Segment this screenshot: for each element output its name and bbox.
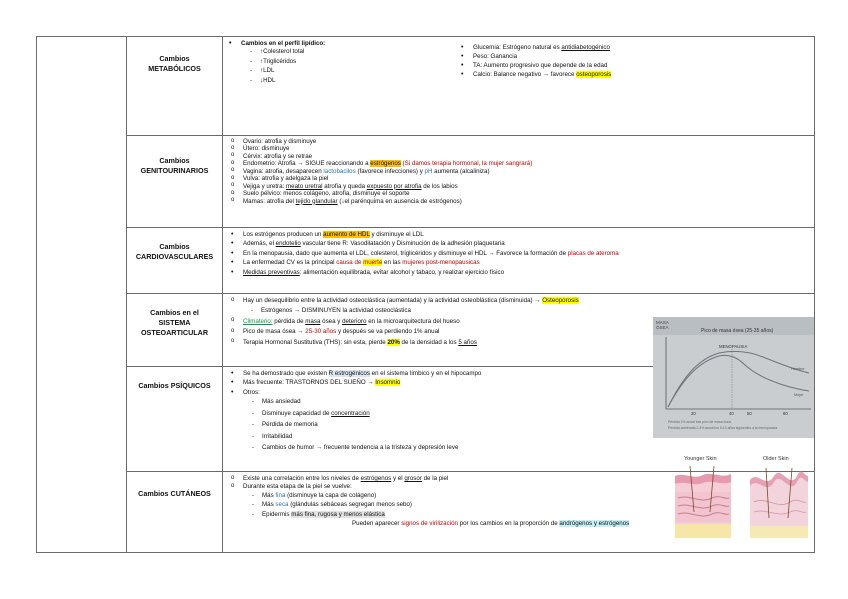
text: 25-30 años bbox=[305, 328, 337, 336]
list-item: o Suelo pélvico: menos colágeno, atrofia, disminuye el soporte bbox=[243, 190, 814, 197]
text: (glándulas sebáceas segregan menos sebo) bbox=[288, 501, 412, 509]
list-item: o Durante esta etapa de la piel se vuelve: bbox=[243, 483, 814, 490]
row-label-osteoarticular bbox=[127, 294, 223, 367]
text: estrógenos bbox=[370, 160, 401, 168]
text: Los estrógenos producen un bbox=[243, 231, 324, 238]
row-label-cutaneos bbox=[127, 472, 223, 553]
text: mujeres post-menopausicas bbox=[402, 259, 480, 267]
list-item: • Otros: bbox=[243, 389, 814, 396]
text: expuesto por atrofia bbox=[366, 182, 422, 190]
list-item bbox=[243, 198, 814, 205]
text: 5 años bbox=[458, 338, 477, 346]
tick-label: 40 bbox=[729, 411, 734, 416]
label-line: METABÓLICOS bbox=[148, 64, 201, 73]
text: Más frecuente: TRASTORNOS DEL SUEÑO → bbox=[243, 379, 376, 387]
label-line: Cambios PSÍQUICOS bbox=[138, 381, 211, 390]
skin-comparison-svg bbox=[670, 452, 812, 540]
text: Terapia Hormonal Sustitutiva (THS): sin esta, pierde bbox=[243, 338, 388, 346]
text: deterioro bbox=[342, 317, 367, 325]
text: estrógenos bbox=[360, 475, 392, 482]
skin-comparison-image bbox=[670, 452, 812, 540]
text: muerte bbox=[363, 259, 383, 267]
text: atrofia y queda bbox=[322, 182, 367, 190]
axis-label-2: ÓSEA bbox=[656, 325, 669, 330]
chart-note: Pérdida 1% anual tras pico de masa ósea. bbox=[668, 420, 732, 424]
list-item bbox=[243, 168, 814, 175]
text: : alimentación equilibrada, evitar alcohol y tabaco, y realizar ejercicio físico bbox=[299, 268, 505, 276]
series-mujer: Mujer bbox=[794, 393, 804, 397]
text: concentración bbox=[331, 409, 370, 417]
label-line: OSTEOARTICULAR bbox=[140, 328, 209, 337]
list-item bbox=[243, 297, 814, 304]
text: grosor bbox=[404, 475, 422, 482]
sub-item: - Pérdida de memoria bbox=[262, 421, 814, 428]
sub-item: - Cambios de humor → frecuente tendencia a la tristeza y depresión leve bbox=[262, 444, 814, 451]
peso-item: • Peso: Ganancia bbox=[473, 53, 611, 60]
text: tejido glandular bbox=[295, 197, 338, 205]
text: Pueden aparecer bbox=[352, 520, 402, 528]
text: vascular tiene R: Vasodilatación y Disminución de la adhesión plaquetaria bbox=[300, 240, 505, 248]
text: aumento de HDL bbox=[323, 231, 370, 238]
row-label-cardiovasculares bbox=[127, 228, 223, 294]
text: En la menopausia, dado que aumenta el LDL, colesterol, triglicéridos y disminuye el HDL → Favorece la formación de bbox=[243, 249, 568, 257]
text: seca bbox=[275, 501, 289, 509]
text: Vejiga y uretra: bbox=[243, 182, 286, 190]
text: andrógenos y estrógenos bbox=[559, 520, 630, 528]
list-item: - Estrógenos → DISMINUYEN la actividad osteoclástica bbox=[261, 307, 814, 314]
text: masa bbox=[305, 317, 321, 325]
text: más fina, rugosa y menos elástica bbox=[291, 510, 385, 518]
text: en el sistema límbico y en el hipocampo bbox=[369, 370, 482, 377]
row-genitourinarios bbox=[37, 136, 815, 228]
text: de la densidad a los bbox=[399, 338, 459, 346]
text: causa de bbox=[336, 259, 364, 267]
bone-mass-chart bbox=[653, 317, 814, 438]
text: Osteoporosis bbox=[542, 297, 579, 304]
content-cardiovasculares bbox=[223, 228, 815, 294]
label-line: Cambios bbox=[159, 156, 190, 165]
tick-label: 20 bbox=[691, 411, 696, 416]
text: Más bbox=[262, 491, 276, 499]
content-genitourinarios bbox=[223, 136, 815, 228]
text: Existe una correlación entre los niveles de bbox=[243, 475, 361, 482]
chart-title: Pico de masa ósea (25-35 años) bbox=[701, 328, 774, 334]
text: (disminuye la capa de colágeno) bbox=[285, 491, 377, 499]
text: Se ha demostrado que existen bbox=[243, 370, 329, 377]
label-line: Cambios CUTÁNEOS bbox=[138, 489, 211, 498]
list-item bbox=[243, 250, 814, 257]
ta-item: • TA: Aumento progresivo que depende de la edad bbox=[473, 62, 611, 69]
text: Además, el bbox=[243, 240, 276, 248]
series-hombre: Hombre bbox=[791, 367, 805, 371]
text: por los cambios en la proporción de bbox=[457, 520, 560, 528]
row-cardiovasculares bbox=[37, 228, 815, 294]
text: (favorece infecciones) y bbox=[355, 167, 425, 175]
text: Mamas: atrofia del bbox=[243, 197, 296, 205]
text: Hay un desequilibrio entre la actividad osteoclástica (aumentada) y la actividad osteoblástica (disminuida) → bbox=[243, 297, 543, 304]
text: Calcio: Balance negativo → favorece bbox=[473, 70, 577, 78]
row-label-metabolicos bbox=[127, 37, 223, 136]
label-line: CARDIOVASCULARES bbox=[135, 252, 214, 261]
lipid-item: - ↓HDL bbox=[260, 77, 814, 84]
label-line: Cambios en el bbox=[150, 308, 199, 317]
text: Más bbox=[262, 501, 276, 509]
text: de la piel bbox=[421, 475, 449, 482]
bone-mass-chart-svg bbox=[653, 317, 814, 438]
list-item: o Útero: disminuye bbox=[243, 145, 814, 152]
text: (↓el parénquima en ausencia de estrógenos) bbox=[337, 197, 462, 205]
list-item: o Ovario: atrofia y disminuye bbox=[243, 138, 814, 145]
text: y disminuye el LDL bbox=[369, 231, 424, 238]
text: y después se va perdiendo 1% anual bbox=[336, 328, 440, 336]
text: Insomnio bbox=[375, 379, 401, 387]
text: (Si damos terapia hormonal, la mujer sangrará) bbox=[400, 160, 533, 168]
row-label-psiquicos bbox=[127, 367, 223, 472]
younger-skin-label: Younger Skin bbox=[684, 456, 717, 462]
text: Disminuye capacidad de bbox=[262, 409, 332, 417]
text: meato uretral bbox=[286, 182, 323, 190]
label-line: GENITOURINARIOS bbox=[140, 166, 209, 175]
text: La enfermedad CV es la principal bbox=[243, 259, 337, 267]
row-label-genitourinarios bbox=[127, 136, 223, 228]
list-item bbox=[243, 269, 814, 276]
list-item bbox=[243, 231, 814, 238]
text: Medidas preventivas bbox=[243, 268, 300, 276]
text: Pico de masa ósea → bbox=[243, 328, 306, 336]
text: fina bbox=[275, 491, 286, 499]
text: signos de virilización bbox=[401, 520, 458, 528]
text: Vagina: atrofia, desaparecen bbox=[243, 167, 324, 175]
lipid-item: - ↑Triglicéridos bbox=[260, 58, 814, 65]
label-line: Cambios bbox=[159, 54, 190, 63]
label-line: SISTEMA bbox=[158, 318, 191, 327]
blank-cell bbox=[37, 37, 127, 553]
text: y el bbox=[391, 475, 405, 482]
text: lactobacilos bbox=[323, 167, 356, 175]
lipid-item: - ↑LDL bbox=[260, 67, 814, 74]
lipid-item: - ↑Colesterol total bbox=[260, 48, 814, 55]
text: aumenta (alcaliniza) bbox=[432, 167, 490, 175]
text: ósea y bbox=[320, 317, 343, 325]
glucemia-item bbox=[473, 44, 611, 51]
text: Endometrio: Atrofia → SIGUE reaccionando a bbox=[243, 160, 371, 168]
text: antidiabetogénico bbox=[561, 44, 610, 51]
tick-label: 50 bbox=[747, 411, 752, 416]
list-item bbox=[243, 259, 814, 266]
list-item bbox=[243, 160, 814, 167]
text: en las bbox=[382, 259, 403, 267]
text: Epidermis bbox=[262, 510, 292, 518]
chart-note: Pérdida acelerada 2-4% anual los 5-10 años siguientes a la menopausia. bbox=[668, 426, 778, 430]
text: 20% bbox=[387, 338, 400, 346]
text: endotelio bbox=[275, 240, 301, 248]
text: osteoporosis bbox=[576, 70, 612, 78]
text: Climaterio: bbox=[243, 317, 273, 325]
list-item: o Cérvix: atrofia y se retrae bbox=[243, 153, 814, 160]
axis-label-1: MASA bbox=[656, 320, 669, 325]
sub-item: - Más ansiedad bbox=[262, 398, 814, 405]
text: pH bbox=[424, 167, 433, 175]
label-line: Cambios bbox=[159, 242, 190, 251]
lipid-head: • Cambios en el perfil lipídico: bbox=[241, 40, 814, 47]
row-metabolicos bbox=[37, 37, 815, 136]
content-metabolicos bbox=[223, 37, 815, 136]
text: Glucemia: Estrógeno natural es bbox=[473, 44, 562, 51]
text: R estrogénicos bbox=[328, 370, 370, 377]
text: de los labios bbox=[421, 182, 458, 190]
calcio-item bbox=[473, 71, 611, 78]
menopause-label: MENOPAUSIA bbox=[719, 344, 748, 349]
list-item: o Vulva: atrofia y adelgaza la piel bbox=[243, 175, 814, 182]
sub-item: - Irritabilidad bbox=[262, 433, 814, 440]
text: placas de ateroma bbox=[567, 249, 619, 257]
list-item bbox=[243, 183, 814, 190]
tick-label: 80 bbox=[783, 411, 788, 416]
text: en la microarquitectura del hueso bbox=[366, 317, 460, 325]
older-skin-label: Older Skin bbox=[763, 456, 789, 462]
list-item bbox=[243, 240, 814, 247]
text: pérdida de bbox=[272, 317, 306, 325]
